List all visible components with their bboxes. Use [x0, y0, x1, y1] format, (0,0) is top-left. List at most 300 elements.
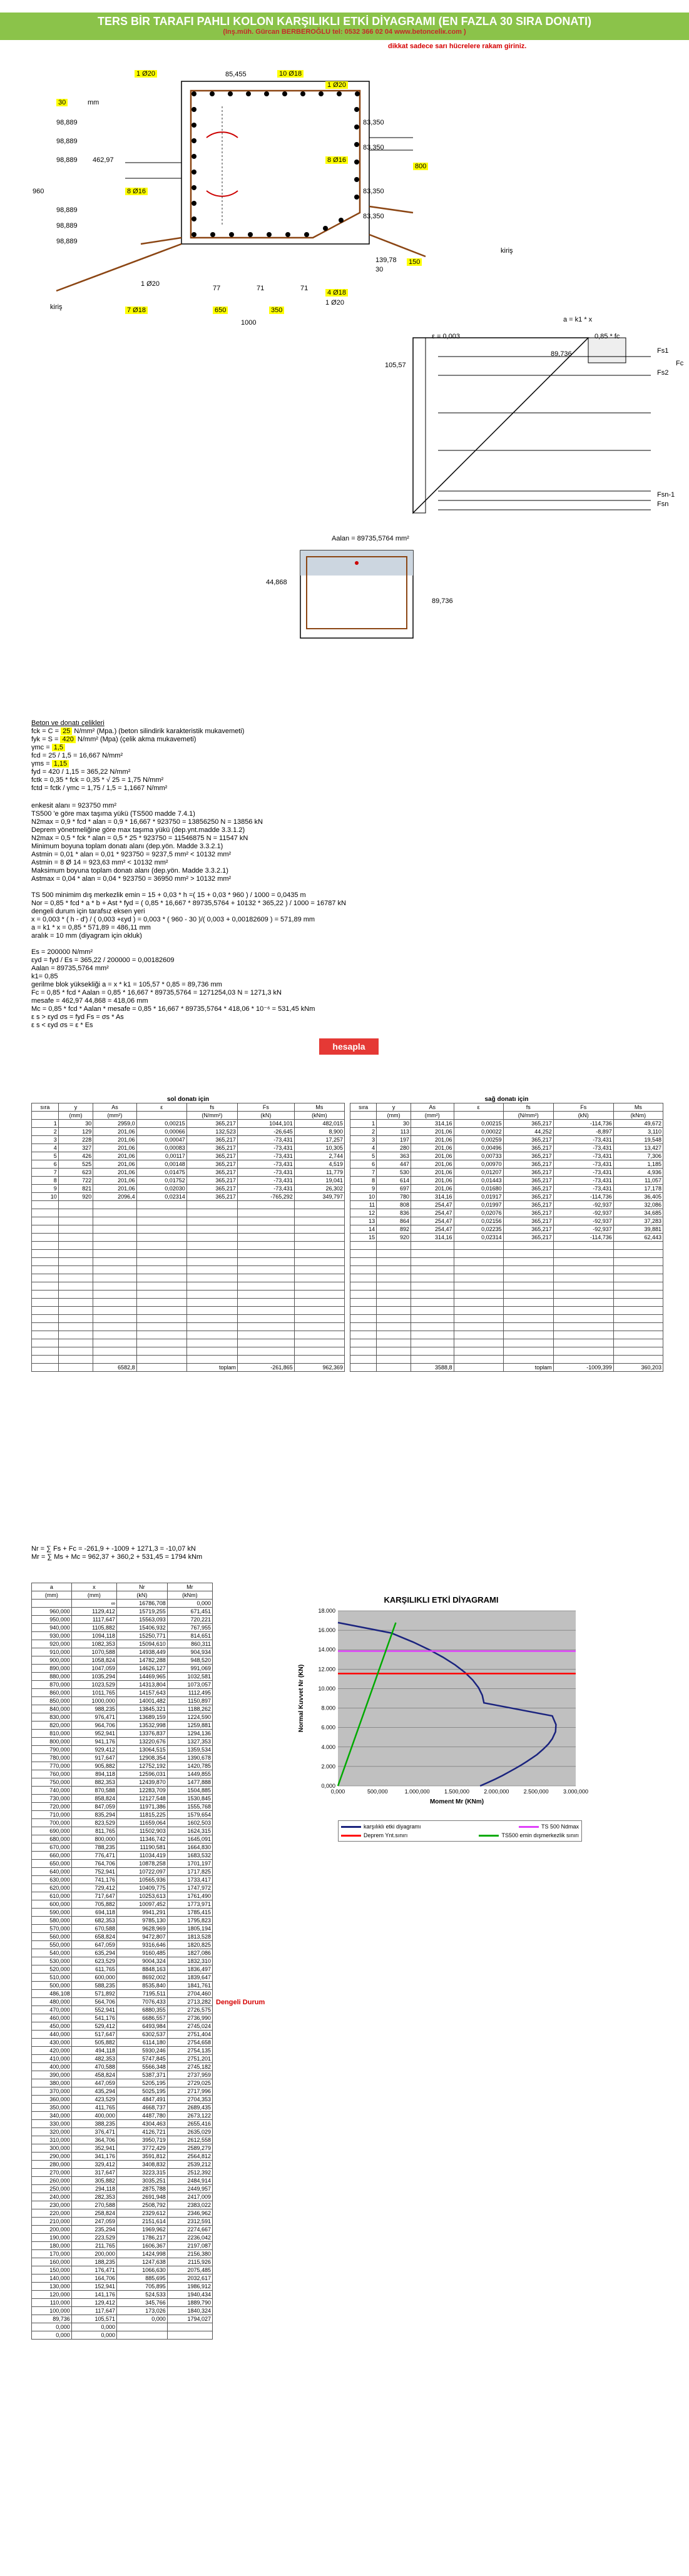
nm-cell: 9628,969 [117, 1925, 168, 1933]
nm-cell: 1645,091 [167, 1835, 212, 1843]
nm-cell: 8848,163 [117, 1965, 168, 1974]
nm-row [32, 2283, 213, 2291]
nm-cell: 14313,804 [117, 1681, 168, 1689]
nm-row [32, 1974, 213, 1982]
nm-cell: 5747,845 [117, 2055, 168, 2063]
rebar-dot [191, 91, 196, 96]
fyk-input[interactable]: 420 [60, 736, 75, 743]
table-cell: 6 [350, 1160, 377, 1169]
nm-cell: 9004,324 [117, 1957, 168, 1965]
table-cell [411, 1331, 454, 1339]
nm-cell: 1011,765 [71, 1689, 116, 1697]
chamfer-b[interactable]: 150 [407, 258, 422, 266]
table-cell: 0,01680 [454, 1185, 503, 1193]
mm-label: mm [88, 99, 100, 106]
table-cell [294, 1356, 344, 1364]
nm-cell: 330,000 [32, 2120, 72, 2128]
block-w: 44,868 [266, 579, 287, 586]
nm-cell: 1424,998 [117, 2250, 168, 2258]
table-cell: 808 [377, 1201, 411, 1209]
table-cell [136, 1339, 186, 1347]
nm-cell: 15250,771 [117, 1632, 168, 1640]
table-row [350, 1160, 663, 1169]
nm-header-cell: x [71, 1583, 116, 1591]
table-cell [454, 1315, 503, 1323]
table-cell [411, 1282, 454, 1291]
nm-cell: 1150,897 [167, 1697, 212, 1705]
nm-cell: 960,000 [32, 1608, 72, 1616]
nm-cell: 258,824 [71, 2209, 116, 2218]
calculation-block [31, 802, 346, 1030]
nm-cell: 105,571 [71, 2315, 116, 2323]
nm-cell: 1066,630 [117, 2266, 168, 2274]
fcd-line: fcd = 25 / 1,5 = 16,667 N/mm² [31, 752, 123, 759]
table-cell [93, 1331, 136, 1339]
table-cell [503, 1242, 553, 1250]
nm-cell: 482,353 [71, 2055, 116, 2063]
nm-cell: 2346,962 [167, 2209, 212, 2218]
nm-cell: 2032,617 [167, 2274, 212, 2283]
stress-diagram [401, 325, 676, 525]
nm-row [32, 2274, 213, 2283]
table-cell: 2 [32, 1128, 59, 1136]
interaction-chart [294, 1595, 588, 1858]
table-row [32, 1128, 345, 1136]
table-cell: 201,06 [93, 1136, 136, 1144]
nm-cell: 341,176 [71, 2153, 116, 2161]
table-row [350, 1347, 663, 1356]
table-cell: 201,06 [411, 1160, 454, 1169]
table-row [32, 1225, 345, 1234]
nm-cell: 14938,449 [117, 1648, 168, 1656]
nm-row [32, 1689, 213, 1697]
calc-line: TS500 'e göre max taşıma yükü (TS500 madde 7.4.1) [31, 810, 195, 818]
table-row [350, 1225, 663, 1234]
table-cell [136, 1307, 186, 1315]
gms-input[interactable]: 1,15 [52, 760, 69, 768]
nm-cell: 1733,417 [167, 1876, 212, 1884]
nm-cell: 964,706 [71, 1722, 116, 1730]
table-cell [186, 1282, 237, 1291]
nm-cell: 9941,291 [117, 1909, 168, 1917]
table-cell [32, 1307, 59, 1315]
nm-cell: 9472,807 [117, 1933, 168, 1941]
nm-cell: 560,000 [32, 1933, 72, 1941]
nm-cell: 1795,823 [167, 1917, 212, 1925]
top-bar-right2[interactable]: 1 Ø20 [325, 81, 348, 89]
table-cell [454, 1339, 503, 1347]
table-cell: 19,548 [613, 1136, 663, 1144]
table-cell: 19,041 [294, 1177, 344, 1185]
nm-row [32, 1990, 213, 1998]
nm-cell: 910,000 [32, 1648, 72, 1656]
table-row [32, 1315, 345, 1323]
table-cell [503, 1258, 553, 1266]
nm-row [32, 2242, 213, 2250]
nm-cell: 100,000 [32, 2307, 72, 2315]
right-dim-3: 83,350 [363, 188, 384, 195]
nm-cell: 670,000 [32, 1843, 72, 1852]
table-cell [350, 1307, 377, 1315]
table-cell [186, 1201, 237, 1209]
table-cell [237, 1299, 294, 1307]
nm-cell: 3223,315 [117, 2169, 168, 2177]
nm-cell: 620,000 [32, 1884, 72, 1892]
table-cell: 201,06 [93, 1160, 136, 1169]
nm-cell: 6880,355 [117, 2006, 168, 2014]
table-cell [136, 1217, 186, 1225]
table-row [350, 1266, 663, 1274]
nm-row [32, 2258, 213, 2266]
nm-cell: 976,471 [71, 1713, 116, 1722]
table-cell: 0,02030 [136, 1185, 186, 1193]
nm-cell: 13845,321 [117, 1705, 168, 1713]
legend-series-1: karşılıklı etki diyagramı [341, 1823, 421, 1830]
nm-table [31, 1583, 213, 2340]
nm-cell: 470,000 [32, 2006, 72, 2014]
table-row [350, 1258, 663, 1266]
table-cell [454, 1307, 503, 1315]
nm-cell: 5387,371 [117, 2071, 168, 2079]
nm-cell: 988,235 [71, 1705, 116, 1713]
nm-cell: 230,000 [32, 2201, 72, 2209]
height-total: 960 [33, 188, 44, 195]
table-cell [186, 1274, 237, 1282]
bar-right-1[interactable]: 8 Ø16 [325, 156, 348, 164]
eps-label: ε = 0,003 [432, 333, 460, 340]
input-note: dikkat sadece sarı hücrelere rakam giriniz. [388, 43, 527, 50]
table-cell: 113 [377, 1128, 411, 1136]
table-row [32, 1177, 345, 1185]
nm-cell: 752,941 [71, 1868, 116, 1876]
nm-cell: 904,934 [167, 1648, 212, 1656]
table-row [32, 1120, 345, 1128]
nm-cell: 2726,575 [167, 2006, 212, 2014]
table-cell: 254,47 [411, 1217, 454, 1225]
table-cell: 3 [350, 1136, 377, 1144]
table-cell [613, 1339, 663, 1347]
nm-cell: 530,000 [32, 1957, 72, 1965]
table-cell: 280 [377, 1144, 411, 1152]
table-cell: 365,217 [503, 1152, 553, 1160]
left-dim-6: 98,889 [56, 238, 78, 245]
table-cell [93, 1225, 136, 1234]
top-bar-right[interactable]: 10 Ø18 [277, 70, 304, 78]
table-cell [503, 1266, 553, 1274]
nm-header-cell: (kN) [117, 1591, 168, 1600]
table-row [32, 1193, 345, 1201]
nm-cell [167, 2323, 212, 2331]
nm-row [32, 1624, 213, 1632]
calc-line [31, 883, 346, 891]
nm-cell: 2539,212 [167, 2161, 212, 2169]
x-tick-label: 3.000,000 [563, 1788, 588, 1795]
calc-line [31, 940, 346, 948]
nm-header-cell: Mr [167, 1583, 212, 1591]
table-header-cell: Fs [237, 1103, 294, 1112]
table-cell [237, 1339, 294, 1347]
y-tick-label: 8.000 [321, 1705, 335, 1711]
table-cell [294, 1225, 344, 1234]
bar-left-2[interactable]: 7 Ø18 [125, 307, 148, 314]
hesapla-button[interactable]: hesapla [319, 1038, 379, 1055]
nm-cell: 5566,348 [117, 2063, 168, 2071]
table-cell [32, 1331, 59, 1339]
nm-cell: 14157,643 [117, 1689, 168, 1697]
table-cell [93, 1339, 136, 1347]
nm-cell: 1449,855 [167, 1770, 212, 1778]
table-header-cell: As [411, 1103, 454, 1112]
gmc-input[interactable]: 1,5 [52, 744, 65, 751]
nm-row [32, 1713, 213, 1722]
table-cell [32, 1201, 59, 1209]
table-cell [32, 1315, 59, 1323]
table-cell: 0,01997 [454, 1201, 503, 1209]
nm-cell: 1224,590 [167, 1713, 212, 1722]
nm-cell: 164,706 [71, 2274, 116, 2283]
table-cell [93, 1291, 136, 1299]
nm-cell: 729,412 [71, 1884, 116, 1892]
nm-cell: 117,647 [71, 2307, 116, 2315]
table-row [350, 1331, 663, 1339]
nm-cell: 300,000 [32, 2144, 72, 2153]
nm-cell: 1841,761 [167, 1982, 212, 1990]
nm-cell: 7076,433 [117, 1998, 168, 2006]
total-cell: 3588,8 [411, 1364, 454, 1372]
table-cell [613, 1266, 663, 1274]
nm-cell: 2236,042 [167, 2234, 212, 2242]
table-cell [503, 1315, 553, 1323]
table-cell [294, 1331, 344, 1339]
table-header-cell: Ms [613, 1103, 663, 1112]
table-cell [294, 1347, 344, 1356]
table-cell [93, 1209, 136, 1217]
table-cell: -73,431 [237, 1152, 294, 1160]
nm-cell: 952,941 [71, 1730, 116, 1738]
table-cell [454, 1266, 503, 1274]
nm-cell: 2713,282 [167, 1998, 212, 2006]
nm-row [32, 2315, 213, 2323]
nr-sum: Nr = ∑ Fs + Fc = -261,9 + -1009 + 1271,3 = -10,07 kN [31, 1545, 196, 1553]
nm-row [32, 2177, 213, 2185]
table-cell [553, 1266, 613, 1274]
table-row [32, 1347, 345, 1356]
nm-cell: 790,000 [32, 1746, 72, 1754]
nm-cell: 2704,460 [167, 1990, 212, 1998]
nm-row [32, 1900, 213, 1909]
table-row [350, 1120, 663, 1128]
nm-cell: 235,294 [71, 2226, 116, 2234]
nm-cell: 2729,025 [167, 2079, 212, 2087]
table-row [350, 1242, 663, 1250]
calc-line: mesafe = 462,97 44,868 = 418,06 mm [31, 997, 148, 1005]
bar-right-2[interactable]: 4 Ø18 [325, 289, 348, 297]
table-cell: 0,00117 [136, 1152, 186, 1160]
nm-cell: 494,118 [71, 2047, 116, 2055]
table-cell [613, 1356, 663, 1364]
table-cell [294, 1299, 344, 1307]
nm-cell: 1840,324 [167, 2307, 212, 2315]
table-cell [58, 1307, 93, 1315]
left-dim-2: 98,889 [56, 138, 78, 145]
cover-input[interactable]: 30 [56, 99, 68, 106]
table-cell [136, 1258, 186, 1266]
nm-cell: 917,647 [71, 1754, 116, 1762]
table-cell: 0,02314 [136, 1193, 186, 1201]
table-header-cell: sıra [32, 1103, 59, 1112]
nm-cell: 650,000 [32, 1860, 72, 1868]
table-cell [186, 1250, 237, 1258]
nm-cell: 820,000 [32, 1722, 72, 1730]
nm-cell: 1624,315 [167, 1827, 212, 1835]
nm-cell: 1747,972 [167, 1884, 212, 1892]
nm-cell: 400,000 [32, 2063, 72, 2071]
table-cell: -73,431 [553, 1185, 613, 1193]
nm-cell: 1359,534 [167, 1746, 212, 1754]
table-cell: 0,00496 [454, 1144, 503, 1152]
table-cell: 0,01475 [136, 1169, 186, 1177]
table-cell [136, 1323, 186, 1331]
nm-cell: 2689,435 [167, 2104, 212, 2112]
table-cell [186, 1258, 237, 1266]
nm-cell: 6686,557 [117, 2014, 168, 2022]
table-cell [553, 1356, 613, 1364]
nm-row [32, 2226, 213, 2234]
nm-cell: 10565,936 [117, 1876, 168, 1884]
table-cell [553, 1242, 613, 1250]
nm-cell: 220,000 [32, 2209, 72, 2218]
table-cell [454, 1299, 503, 1307]
table-row [32, 1169, 345, 1177]
table-cell [503, 1347, 553, 1356]
calc-line: dengeli durum için tarafsız eksen yeri [31, 908, 145, 915]
table-cell: 228 [58, 1136, 93, 1144]
nm-cell: ∞ [71, 1600, 116, 1608]
fyk-label: fyk = S = [31, 736, 59, 743]
nm-cell: 173,026 [117, 2307, 168, 2315]
y-axis-label: Normal Kuvvet Nr (KN) [298, 1664, 305, 1733]
nm-cell: 588,235 [71, 1982, 116, 1990]
nm-cell: 10097,452 [117, 1900, 168, 1909]
table-cell [377, 1299, 411, 1307]
table-cell [93, 1201, 136, 1209]
calc-line: Fc = 0,85 * fcd * Aalan = 0,85 * 16,667 * 89735,5764 = 1271254,03 N = 1271,3 kN [31, 989, 282, 996]
table-cell: -73,431 [553, 1177, 613, 1185]
calc-line: Minimum boyuna toplam donatı alanı (dep.yön. Madde 3.3.2.1) [31, 843, 223, 850]
nm-cell: 329,412 [71, 2161, 116, 2169]
table-cell: 2959,0 [93, 1120, 136, 1128]
nm-cell: 376,471 [71, 2128, 116, 2136]
nm-cell: 2875,788 [117, 2185, 168, 2193]
table-cell [93, 1266, 136, 1274]
table-cell: 7 [32, 1169, 59, 1177]
nm-cell: 420,000 [32, 2047, 72, 2055]
nm-cell: 2484,914 [167, 2177, 212, 2185]
table-cell: 10,305 [294, 1144, 344, 1152]
fck-input[interactable]: 25 [61, 728, 72, 735]
nm-row [32, 1876, 213, 1884]
nm-cell: 141,176 [71, 2291, 116, 2299]
table-cell: 821 [58, 1185, 93, 1193]
nm-cell: 658,824 [71, 1933, 116, 1941]
rebar-tables [31, 1096, 663, 1372]
nm-cell: 700,000 [32, 1819, 72, 1827]
table-cell [613, 1331, 663, 1339]
table-cell: 365,217 [503, 1201, 553, 1209]
table-row [350, 1339, 663, 1347]
table-cell: 7 [350, 1169, 377, 1177]
compression-block [294, 544, 419, 644]
nm-cell: 1785,415 [167, 1909, 212, 1917]
nm-cell: 180,000 [32, 2242, 72, 2250]
table-row [350, 1136, 663, 1144]
nm-cell: 0,000 [71, 2331, 116, 2340]
table-cell [454, 1347, 503, 1356]
table-cell [58, 1225, 93, 1234]
table-cell [553, 1274, 613, 1282]
table-cell [411, 1258, 454, 1266]
height-right[interactable]: 800 [413, 163, 428, 170]
table-cell: 26,302 [294, 1185, 344, 1193]
nm-cell: 800,000 [32, 1738, 72, 1746]
table-cell [377, 1356, 411, 1364]
nm-row [32, 2291, 213, 2299]
table-cell [237, 1282, 294, 1291]
table-cell [350, 1299, 377, 1307]
y-tick-label: 16.000 [318, 1627, 335, 1634]
table-cell [58, 1209, 93, 1217]
table-cell [411, 1339, 454, 1347]
table-cell [58, 1323, 93, 1331]
sums-block [31, 1545, 202, 1561]
table-cell [58, 1217, 93, 1225]
table-cell: 30 [58, 1120, 93, 1128]
table-cell: -26,645 [237, 1128, 294, 1136]
nm-cell: 10722,097 [117, 1868, 168, 1876]
table-cell [553, 1339, 613, 1347]
table-cell: -114,736 [553, 1193, 613, 1201]
table-cell: 254,47 [411, 1201, 454, 1209]
table-cell: 201,06 [411, 1169, 454, 1177]
table-cell [377, 1291, 411, 1299]
table-cell [136, 1282, 186, 1291]
nm-cell: 12752,192 [117, 1762, 168, 1770]
table-cell: -92,937 [553, 1209, 613, 1217]
table-cell: 365,217 [503, 1120, 553, 1128]
bar-left-1[interactable]: 8 Ø16 [125, 188, 148, 195]
bot-dim-a[interactable]: 650 [213, 307, 228, 314]
bot-dim-b[interactable]: 350 [269, 307, 284, 314]
nm-cell: 660,000 [32, 1852, 72, 1860]
table-cell [186, 1315, 237, 1323]
nm-cell: 640,000 [32, 1868, 72, 1876]
calc-line: Aalan = 89735,5764 mm² [31, 965, 109, 972]
nm-cell: 1504,885 [167, 1787, 212, 1795]
top-bar-left[interactable]: 1 Ø20 [135, 70, 157, 78]
table-row [32, 1356, 345, 1364]
nm-row [32, 2153, 213, 2161]
nm-cell: 1794,027 [167, 2315, 212, 2323]
table-cell [93, 1274, 136, 1282]
table-cell [32, 1299, 59, 1307]
table-header-cell: ε [454, 1103, 503, 1112]
materials-block [31, 719, 244, 793]
y-tick-label: 0,000 [321, 1783, 335, 1789]
table-cell [237, 1291, 294, 1299]
nm-cell: 835,294 [71, 1811, 116, 1819]
table-cell: 314,16 [411, 1234, 454, 1242]
table-cell [503, 1323, 553, 1331]
